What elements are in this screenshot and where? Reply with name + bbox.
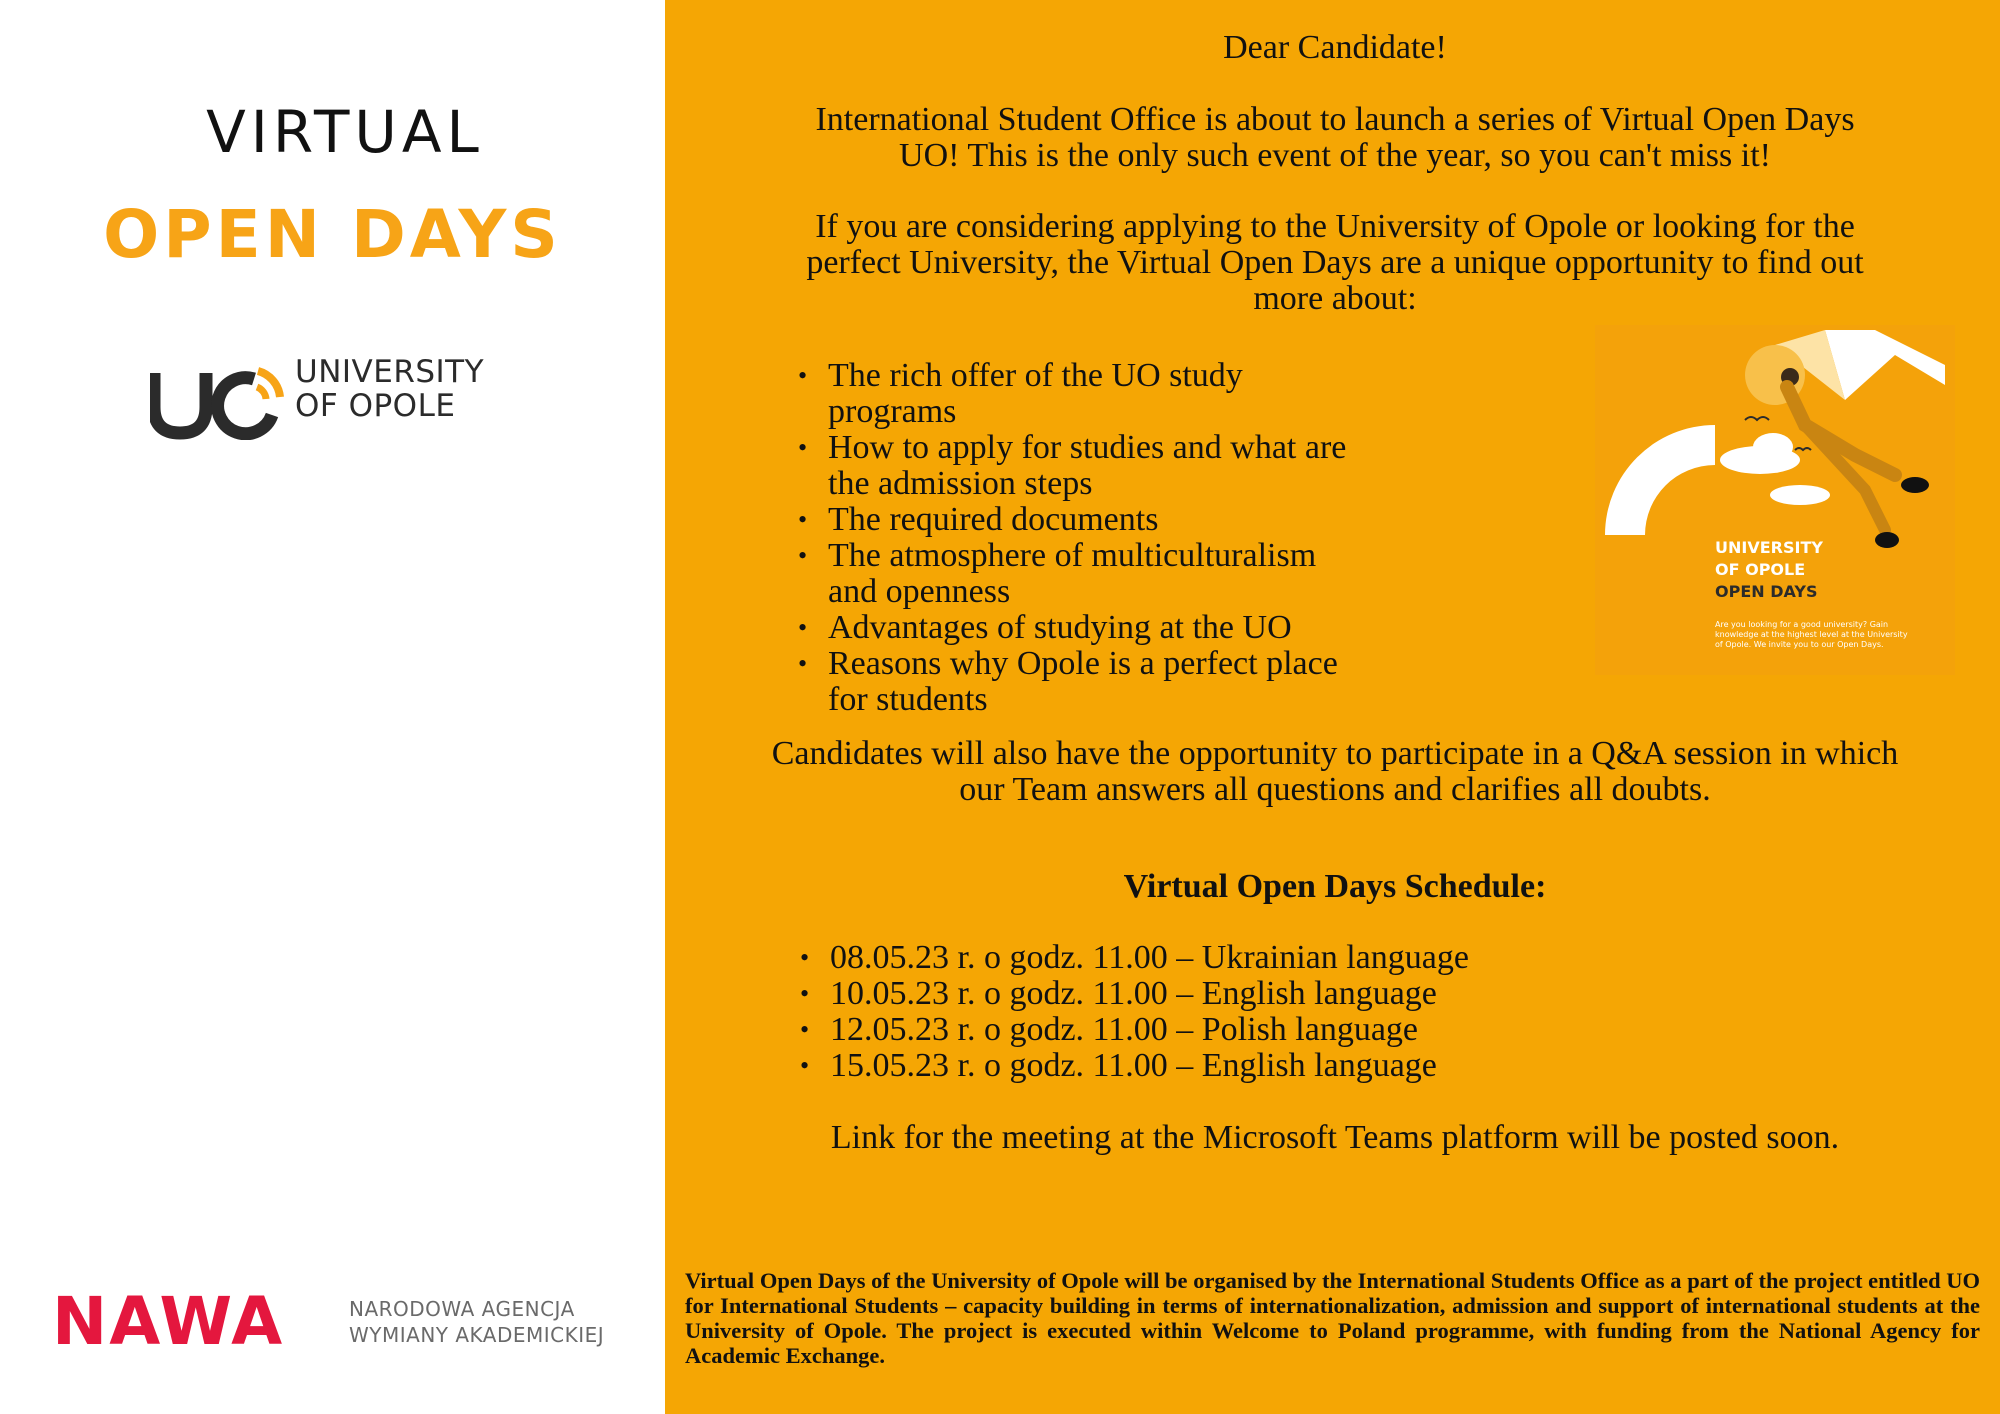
list-item: • 08.05.23 r. o godz. 11.00 – Ukrainian language [830, 940, 1730, 976]
schedule-title: Virtual Open Days Schedule: [1123, 868, 1547, 905]
list-item: • Reasons why Opole is a perfect place for students [828, 646, 1348, 718]
intro-paragraph [695, 102, 1975, 174]
open-days-heading: OPEN DAYS [103, 196, 562, 273]
uo-logo-line1: UNIVERSITY [295, 354, 485, 390]
nawa-line1: NARODOWA AGENCJA [349, 1297, 575, 1321]
poster-title-line: OPEN DAYS [1715, 582, 1818, 601]
consider-line: more about: [1253, 280, 1417, 317]
left-panel [0, 0, 665, 1414]
topics-list [828, 358, 1348, 718]
nawa-wordmark-icon [52, 1290, 332, 1350]
poster-title-line: UNIVERSITY [1715, 538, 1823, 557]
uo-mark-icon [150, 355, 290, 440]
intro-line: International Student Office is about to launch a series of Virtual Open Days [815, 101, 1855, 138]
consider-paragraph [695, 209, 1975, 317]
greeting: Dear Candidate! [1223, 29, 1447, 66]
list-item: • The required documents [828, 502, 1348, 538]
consider-line: If you are considering applying to the University of Opole or looking for the [815, 208, 1855, 245]
list-item: • Advantages of studying at the UO [828, 610, 1348, 646]
open-days-poster [1595, 325, 1955, 675]
list-item: • The atmosphere of multiculturalism and openness [828, 538, 1348, 610]
qa-paragraph [695, 736, 1975, 808]
list-item: • 15.05.23 r. o godz. 11.00 – English language [830, 1048, 1730, 1084]
list-item: • How to apply for studies and what are the admission steps [828, 430, 1348, 502]
nawa-logo [52, 1290, 632, 1360]
university-of-opole-logo [150, 355, 510, 440]
qa-line: our Team answers all questions and clarifies all doubts. [959, 771, 1711, 808]
funding-footer: Virtual Open Days of the University of Opole will be organised by the International Students Office as a part of the project entitled UO for International Students – capacity building in terms of internationalization, admission and support of international students at the University of Opole. The project is executed within Welcome to Poland programme, with funding from the National Agency for Academic Exchange. [685, 1268, 1980, 1368]
poster-title-line: OF OPOLE [1715, 560, 1806, 579]
uo-logo-line2: OF OPOLE [295, 388, 456, 424]
list-item: • 12.05.23 r. o godz. 11.00 – Polish language [830, 1012, 1730, 1048]
nawa-name [349, 1296, 604, 1348]
teams-link-note: Link for the meeting at the Microsoft Teams platform will be posted soon. [830, 1119, 1840, 1156]
consider-line: perfect University, the Virtual Open Days are a unique opportunity to find out [806, 244, 1864, 281]
virtual-heading: VIRTUAL [206, 98, 484, 166]
nawa-wordmark: NAWA [52, 1290, 285, 1350]
uo-logo-text [295, 355, 484, 423]
list-item: • The rich offer of the UO study programs [828, 358, 1348, 430]
qa-line: Candidates will also have the opportunity to participate in a Q&A session in which [771, 735, 1899, 772]
right-panel [665, 0, 2000, 1414]
poster-subtitle: Are you looking for a good university? Gain knowledge at the highest level at the University of Opole. We invite you to our Open Days. [1715, 620, 1908, 649]
schedule-list [830, 940, 1730, 1084]
list-item: • 10.05.23 r. o godz. 11.00 – English language [830, 976, 1730, 1012]
poster-title [1715, 537, 1823, 603]
nawa-line2: WYMIANY AKADEMICKIEJ [349, 1323, 605, 1347]
intro-line: UO! This is the only such event of the year, so you can't miss it! [899, 137, 1771, 174]
